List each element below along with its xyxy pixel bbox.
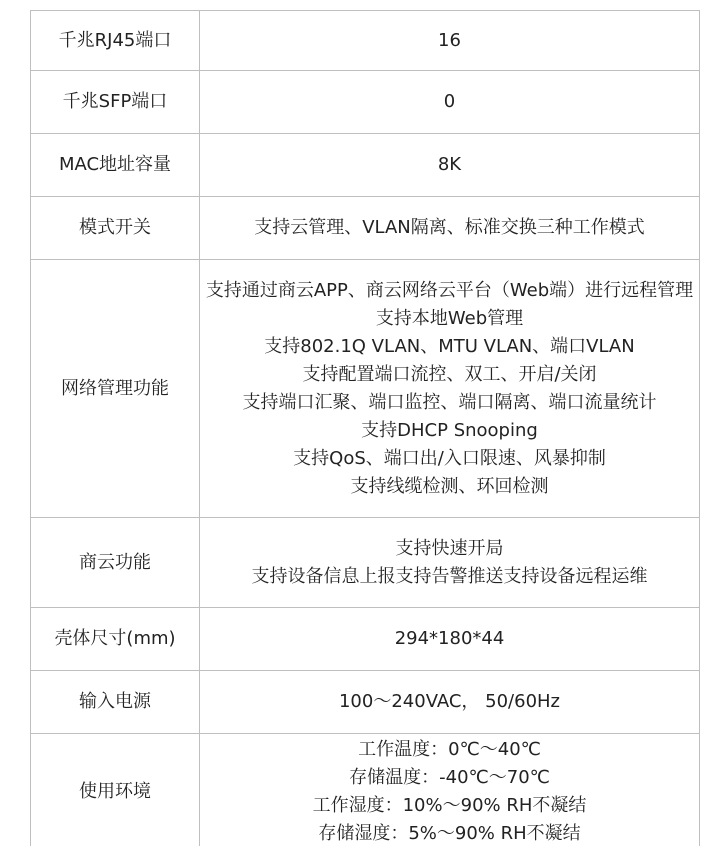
spec-label: 输入电源 <box>31 671 200 734</box>
spec-value-line: 支持云管理、VLAN隔离、标准交换三种工作模式 <box>254 217 645 238</box>
spec-value-line: 支持线缆检测、环回检测 <box>350 475 549 497</box>
spec-value <box>200 671 700 734</box>
spec-value-line: 支持QoS、端口出/入口限速、风暴抑制 <box>293 447 606 469</box>
spec-value <box>200 734 700 850</box>
spec-label: 网络管理功能 <box>31 260 200 518</box>
spec-value-line: 16 <box>438 29 461 51</box>
table-row <box>31 71 700 134</box>
table-row <box>31 260 700 518</box>
spec-value-line: 支持端口汇聚、端口监控、端口隔离、端口流量统计 <box>242 391 657 413</box>
spec-label: 模式开关 <box>31 197 200 260</box>
table-row <box>31 197 700 260</box>
spec-label: 商云功能 <box>31 518 200 608</box>
table-row <box>31 734 700 850</box>
spec-value-line: 294*180*44 <box>394 628 505 649</box>
spec-table <box>30 10 700 850</box>
table-row <box>31 134 700 197</box>
spec-value-line: 支持本地Web管理 <box>375 307 524 329</box>
spec-value <box>200 11 700 71</box>
spec-value-line: 0 <box>443 91 456 112</box>
spec-value-line: 存储温度：-40℃～70℃ <box>349 766 550 788</box>
spec-value <box>200 260 700 518</box>
spec-label: 千兆SFP端口 <box>31 71 200 134</box>
table-row <box>31 608 700 671</box>
spec-value-line: 支持配置端口流控、双工、开启/关闭 <box>302 363 597 385</box>
page-bottom-edge <box>0 846 714 850</box>
table-row <box>31 671 700 734</box>
spec-value-line: 支持快速开局 <box>395 537 504 559</box>
spec-value <box>200 518 700 608</box>
spec-value <box>200 71 700 134</box>
spec-value-line: 工作温度：0℃～40℃ <box>358 738 541 760</box>
spec-value-line: 工作湿度：10%～90% RH不凝结 <box>312 794 587 816</box>
spec-value-line: 8K <box>437 154 462 175</box>
spec-value-line: 100～240VAC， 50/60Hz <box>338 691 561 712</box>
spec-value <box>200 134 700 197</box>
spec-value-line: 支持802.1Q VLAN、MTU VLAN、端口VLAN <box>264 335 635 357</box>
table-row <box>31 11 700 71</box>
spec-label: MAC地址容量 <box>31 134 200 197</box>
spec-label: 壳体尺寸(mm) <box>31 608 200 671</box>
spec-value-line: 支持设备信息上报支持告警推送支持设备远程运维 <box>251 565 648 587</box>
spec-value <box>200 197 700 260</box>
spec-value-line: 支持DHCP Snooping <box>361 419 538 441</box>
spec-value <box>200 608 700 671</box>
table-row <box>31 518 700 608</box>
spec-label: 使用环境 <box>31 734 200 850</box>
spec-label: 千兆RJ45端口 <box>31 11 200 71</box>
spec-value-line: 存储湿度：5%～90% RH不凝结 <box>318 822 581 844</box>
spec-value-line: 支持通过商云APP、商云网络云平台（Web端）进行远程管理 <box>205 279 694 301</box>
